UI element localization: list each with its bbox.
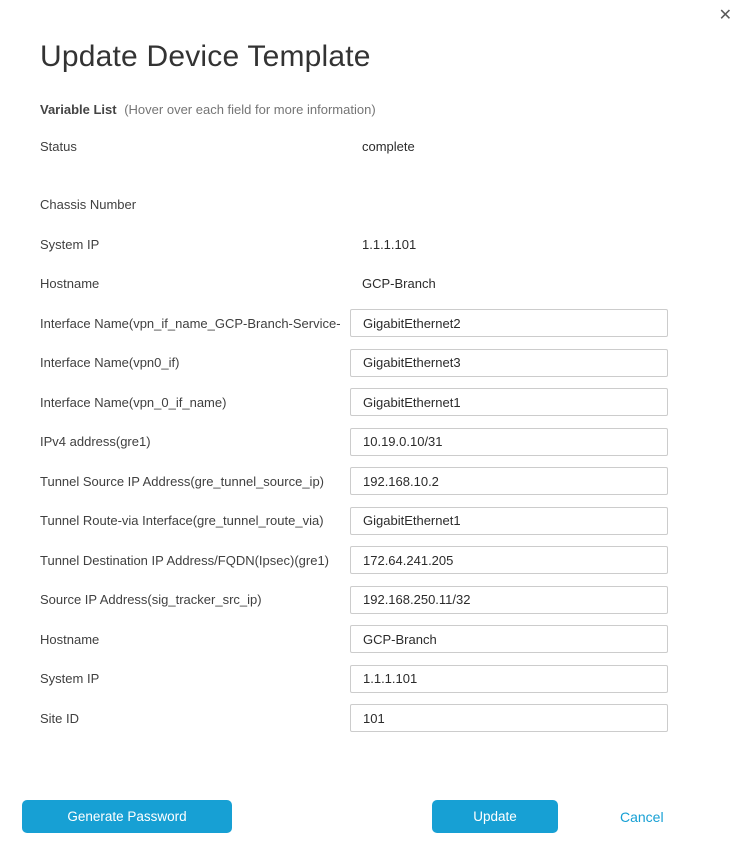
field-value-area (350, 704, 668, 732)
field-value-area (350, 625, 668, 653)
field-label: Chassis Number (40, 197, 137, 213)
field-row (40, 422, 668, 462)
field-label: Status (40, 139, 77, 155)
field-value-area (350, 586, 668, 614)
field-label: IPv4 address(gre1) (40, 434, 151, 450)
field-value: GCP-Branch (362, 276, 436, 292)
field-input[interactable] (350, 349, 668, 377)
field-label: System IP (40, 671, 100, 687)
field-value-area (350, 237, 668, 252)
field-input[interactable] (350, 428, 668, 456)
field-value-area (350, 665, 668, 693)
field-label: Tunnel Source IP Address(gre_tunnel_source_ip) (40, 473, 325, 489)
field-row (40, 383, 668, 423)
field-row (40, 462, 668, 502)
variable-list-heading: Variable List (40, 102, 117, 117)
field-input[interactable] (350, 665, 668, 693)
field-row (40, 620, 668, 660)
field-row (40, 264, 668, 304)
field-input[interactable] (350, 586, 668, 614)
field-input[interactable] (350, 467, 668, 495)
field-value-area (350, 276, 668, 291)
field-value-area (350, 467, 668, 495)
field-input[interactable] (350, 546, 668, 574)
field-input[interactable] (350, 309, 668, 337)
field-row (40, 225, 668, 265)
field-row (40, 699, 668, 739)
field-row (40, 343, 668, 383)
field-input[interactable] (350, 388, 668, 416)
field-input[interactable] (350, 625, 668, 653)
field-label: Tunnel Route-via Interface(gre_tunnel_route_via) (40, 513, 324, 529)
field-label: Hostname (40, 631, 100, 647)
cancel-link[interactable]: Cancel (614, 800, 670, 833)
field-input[interactable] (350, 704, 668, 732)
update-button[interactable]: Update (432, 800, 558, 833)
field-label: Interface Name(vpn_if_name_GCP-Branch-Service- (40, 315, 341, 331)
field-label: Interface Name(vpn0_if) (40, 355, 180, 371)
field-label: Source IP Address(sig_tracker_src_ip) (40, 592, 262, 608)
field-row (40, 185, 668, 225)
field-label: Site ID (40, 710, 80, 726)
variable-list-header (40, 102, 376, 117)
field-value-area (350, 309, 668, 337)
field-value-area (350, 388, 668, 416)
field-label: Tunnel Destination IP Address/FQDN(Ipsec)(gre1) (40, 552, 330, 568)
field-value-area (350, 349, 668, 377)
field-value: 1.1.1.101 (362, 236, 417, 252)
field-value-area (350, 507, 668, 535)
field-row (40, 304, 668, 344)
field-row (40, 501, 668, 541)
field-input[interactable] (350, 507, 668, 535)
field-label: System IP (40, 236, 100, 252)
field-rows (40, 127, 668, 738)
close-icon[interactable]: ✕ (718, 7, 732, 24)
variable-list-hint: (Hover over each field for more information) (124, 102, 376, 117)
field-label: Interface Name(vpn_0_if_name) (40, 394, 227, 410)
generate-password-button[interactable]: Generate Password (22, 800, 232, 833)
field-row (40, 659, 668, 699)
field-value-area (350, 546, 668, 574)
field-label: Hostname (40, 276, 100, 292)
field-value-area (350, 428, 668, 456)
dialog-footer (0, 800, 752, 833)
field-row (40, 127, 668, 167)
field-value: complete (362, 139, 415, 155)
field-row (40, 580, 668, 620)
field-value-area (350, 139, 668, 154)
field-row (40, 541, 668, 581)
dialog-title: Update Device Template (40, 40, 371, 74)
